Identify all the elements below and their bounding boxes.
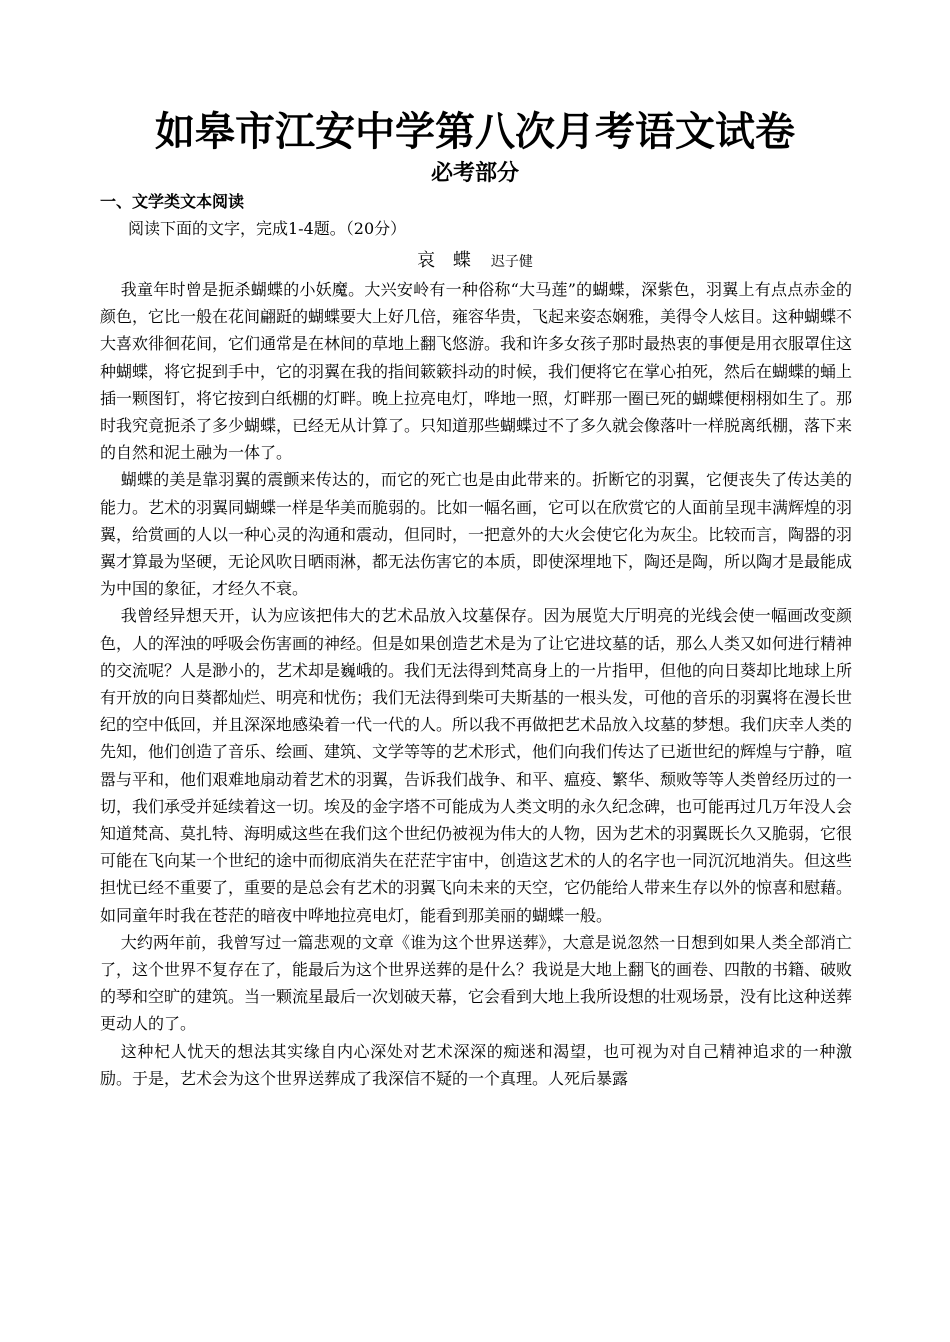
- exam-subtitle: 必考部分: [430, 161, 519, 186]
- section-heading: 一、文学类文本阅读: [100, 192, 245, 211]
- article-paragraph: 这种杞人忧天的想法其实缘自内心深处对艺术深深的痴迷和渴望，也可视为对自己精神追求的一种激励。于是，艺术会为这个世界送葬成了我深信不疑的一个真理。人死后暴露: [100, 1041, 852, 1088]
- article-author: 迟子健: [490, 254, 533, 270]
- article-paragraph: 大约两年前，我曾写过一篇悲观的文章《谁为这个世界送葬》，大意是说忽然一日想到如果人类全部消亡了，这个世界不复存在了，能最后为这个世界送葬的是什么？我说是大地上翻飞的画卷、四散的书籍、破败的琴和空旷的建筑。当一颗流星最后一次划破天幕，它会看到大地上我所设想的壮观场景，没有比这种送葬更动人的了。: [100, 932, 853, 1034]
- article-paragraph: 蝴蝶的美是靠羽翼的震颤来传达的，而它的死亡也是由此带来的。折断它的羽翼，它便丧失了传达美的能力。艺术的羽翼同蝴蝶一样是华美而脆弱的。比如一幅名画，它可以在欣赏它的人面前呈现丰满辉煌的羽翼，给赏画的人以一种心灵的沟通和震动，但同时，一把意外的大火会使它化为灰尘。比较而言，陶器的羽翼才算最为坚硬，无论风吹日晒雨淋，都无法伤害它的本质，即使深埋地下，陶还是陶，所以陶才是最能成为中国的象征，才经久不衰。: [100, 470, 853, 599]
- article-title: 哀 蝶: [417, 250, 477, 271]
- question-instruction: 阅读下面的文字，完成1-4题。（20分）: [128, 219, 407, 238]
- article-body: [100, 276, 852, 1092]
- exam-title: 如皋市江安中学第八次月考语文试卷: [155, 108, 795, 155]
- article-paragraph: 我童年时曾是扼杀蝴蝶的小妖魔。大兴安岭有一种俗称“大马莲”的蝴蝶，深紫色，羽翼上有点点赤金的颜色，它比一般在花间翩跹的蝴蝶要大上好几倍，雍容华贵，飞起来姿态娴雅，美得令人炫目。这种蝴蝶不大喜欢徘徊花间，它们通常是在林间的草地上翻飞悠游。我和许多女孩子那时最热衷的事便是用衣服罩住这种蝴蝶，将它捉到手中，它的羽翼在我的指间簌簌抖动的时候，我们便将它在掌心拍死，然后在蝴蝶的蛹上插一颗图钉，将它按到白纸棚的灯畔。晚上拉亮电灯，哗地一照，灯畔那一圈已死的蝴蝶便栩栩如生了。那时我究竟扼杀了多少蝴蝶，已经无从计算了。只知道那些蝴蝶过不了多久就会像落叶一样脱离纸棚，落下来的自然和泥土融为一体了。: [100, 280, 853, 463]
- article-heading: [0, 247, 950, 276]
- article-paragraph: 我曾经异想天开，认为应该把伟大的艺术品放入坟墓保存。因为展览大厅明亮的光线会使一幅画改变颜色，人的浑浊的呼吸会伤害画的神经。但是如果创造艺术是为了让它进坟墓的话，那么人类又如何进行精神的交流呢？人是渺小的，艺术却是巍峨的。我们无法得到梵高身上的一片指甲，但他的向日葵却比地球上所有开放的向日葵都灿烂、明亮和忧伤；我们无法得到柴可夫斯基的一根头发，可他的音乐的羽翼将在漫长世纪的空中低回，并且深深地感染着一代一代的人。所以我不再做把艺术品放入坟墓的梦想。我们庆幸人类的先知，他们创造了音乐、绘画、建筑、文学等等的艺术形式，他们向我们传达了已逝世纪的辉煌与宁静，喧嚣与平和，他们艰难地扇动着艺术的羽翼，告诉我们战争、和平、瘟疫、繁华、颓败等等人类曾经历过的一切，我们承受并延续着这一切。埃及的金字塔不可能成为人类文明的永久纪念碑，也可能再过几万年没人会知道梵高、莫扎特、海明威这些在我们这个世纪仍被视为伟大的人物，因为艺术的羽翼既长久又脆弱，它很可能在飞向某一个世纪的途中而彻底消失在茫茫宇宙中，创造这艺术的人的名字也一同沉沉地消失。但这些担忧已经不重要了，重要的是总会有艺术的羽翼飞向未来的天空，它仍能给人带来生存以外的惊喜和慰藉。如同童年时我在苍茫的暗夜中哗地拉亮电灯，能看到那美丽的蝴蝶一般。: [100, 606, 853, 925]
